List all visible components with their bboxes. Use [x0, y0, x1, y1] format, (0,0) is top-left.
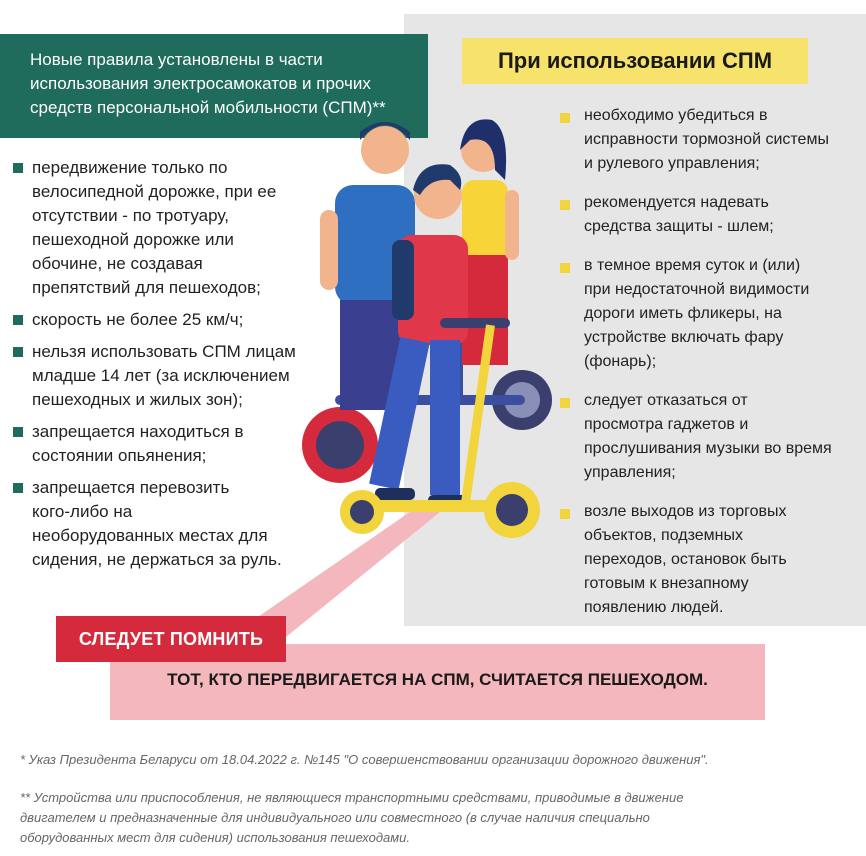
header-line: Новые правила установлены в части [30, 50, 323, 69]
square-bullet-icon [560, 200, 570, 210]
recommendations-list [560, 104, 860, 635]
header-line: использования электросамокатов и прочих [30, 74, 371, 93]
right-section-title: При использовании СПМ [462, 38, 808, 84]
remember-label: СЛЕДУЕТ ПОМНИТЬ [56, 616, 286, 662]
remember-text: ТОТ, КТО ПЕРЕДВИГАЕТСЯ НА СПМ, СЧИТАЕТСЯ ПЕШЕХОДОМ. [167, 670, 708, 689]
rules-list [12, 156, 312, 580]
list-item: запрещается перевозить кого-либо на необорудованных местах для сидения, не держаться за руль. [12, 476, 312, 572]
square-bullet-icon [13, 163, 23, 173]
square-bullet-icon [560, 113, 570, 123]
footnote-definition: ** Устройства или приспособления, не являющиеся транспортными средствами, приводимые в движение двигателем и предназначенные для индивидуального или совместного (в случае наличия специально оборудованных мест для сидения) использования пешеходами. [20, 790, 684, 845]
list-item: следует отказаться от просмотра гаджетов и прослушивания музыки во время управления; [560, 389, 860, 485]
footnote-decree: * Указ Президента Беларуси от 18.04.2022 г. №145 "О совершенствовании организации дорожного движения". [20, 752, 709, 767]
square-bullet-icon [560, 398, 570, 408]
square-bullet-icon [560, 263, 570, 273]
square-bullet-icon [13, 315, 23, 325]
list-item: передвижение только по велосипедной дорожке, при ее отсутствии - по тротуару, пешеходной дорожке или обочине, не создавая препятствий для пешеходов; [12, 156, 312, 300]
header-line: средств персональной мобильности (СПМ)** [30, 98, 386, 117]
list-item: рекомендуется надевать средства защиты - шлем; [560, 191, 860, 239]
list-item: скорость не более 25 км/ч; [12, 308, 312, 332]
square-bullet-icon [13, 347, 23, 357]
square-bullet-icon [560, 509, 570, 519]
list-item: необходимо убедиться в исправности тормозной системы и рулевого управления; [560, 104, 860, 176]
list-item: запрещается находиться в состоянии опьянения; [12, 420, 312, 468]
list-item: в темное время суток и (или) при недостаточной видимости дороги иметь фликеры, на устройстве включать фару (фонарь); [560, 254, 860, 374]
square-bullet-icon [13, 483, 23, 493]
list-item: нельзя использовать СПМ лицам младше 14 лет (за исключением пешеходных и жилых зон); [12, 340, 312, 412]
square-bullet-icon [13, 427, 23, 437]
list-item: возле выходов из торговых объектов, подземных переходов, остановок быть готовым к внезапному появлению людей. [560, 500, 860, 620]
